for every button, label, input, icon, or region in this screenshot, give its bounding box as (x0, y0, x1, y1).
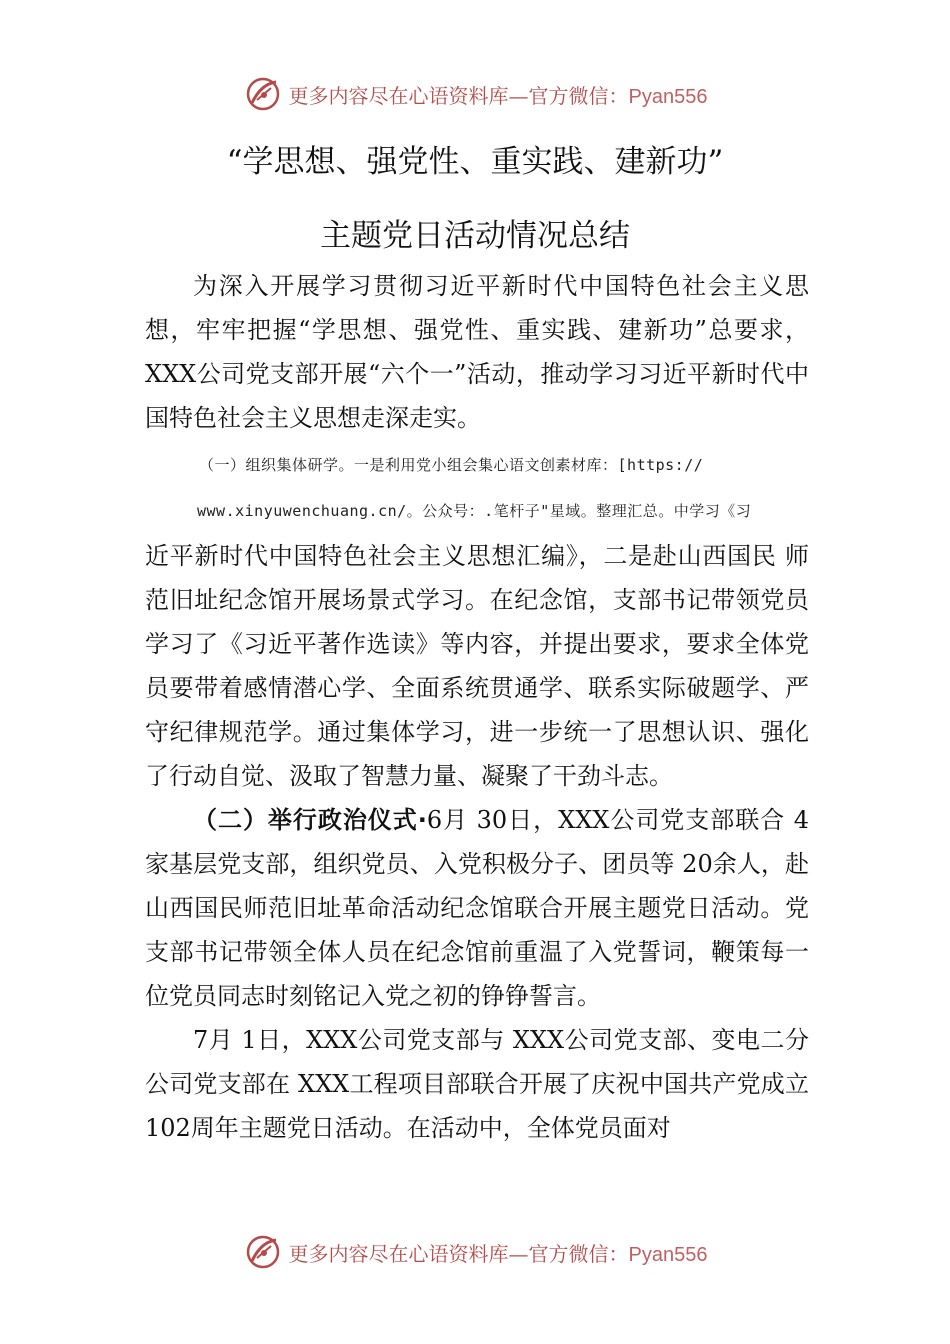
section3-paragraph: 7月 1日，XXX公司党支部与 XXX公司党支部、变电二分公司党支部在 XXX工程项目部联合开展了庆祝中国共产党成立 102周年主题党日活动。在活动中，全体党员面对 (145, 1026, 809, 1142)
section1-paragraph: 近平新时代中国特色社会主义思想汇编》，二是赴山西国民 师范旧址纪念馆开展场景式学习。在纪念馆，支部书记带领党员学习了《习近平著作选读》等内容，并提出要求，要求全体党员要带着感情潜心学、全面系统贯通学、联系实际破题学、严守纪律规范学。通过集体学习，进一步统一了思想认识、强化了行动自觉、汲取了智慧力量、凝聚了干劲斗志。 (145, 542, 809, 790)
section2-paragraph (145, 798, 809, 1018)
wechat-id: Pyan556 (628, 1243, 708, 1266)
header-banner (0, 72, 950, 116)
wechat-id: Pyan556 (628, 85, 708, 108)
banner-text: 更多内容尽在心语资料库—官方微信：Pyan556 (288, 1241, 708, 1266)
document-title-line2: 主题党日活动情况总结 (320, 218, 630, 254)
banner-text: 更多内容尽在心语资料库—官方微信：Pyan556 (288, 83, 708, 108)
section1-small-line1: （一）组织集体研学。一是利用党小组会集心语文创素材库：[https:// (199, 456, 704, 474)
section1-small-line2: www.xinyuwenchuang.cn/。公众号：.笔杆子"星域。整理汇总。中学习《习 (197, 502, 752, 520)
document-body (145, 264, 809, 1150)
brand-logo-icon (243, 74, 283, 114)
brand-logo-icon (243, 1232, 283, 1272)
intro-paragraph: 为深入开展学习贯彻习近平新时代中国特色社会主义思想，牢牢把握“学思想、强党性、重实践、建新功”总要求，XXX公司党支部开展“六个一”活动，推动学习习近平新时代中国特色社会主义思想走深走实。 (145, 272, 809, 432)
section2-text: 6月 30日，XXX公司党支部联合 4家基层党支部，组织党员、入党积极分子、团员等 20余人，赴山西国民师范旧址革命活动纪念馆联合开展主题党日活动。党支部书记带领全体人员在纪念馆前重温了入党誓词，鞭策每一位党员同志时刻铭记入党之初的铮铮誓言。 (145, 806, 810, 1010)
section2-heading: （二）举行政治仪式· (193, 806, 427, 834)
footer-banner (0, 1230, 950, 1274)
document-title-line1: “学思想、强党性、重实践、建新功” (226, 144, 724, 180)
